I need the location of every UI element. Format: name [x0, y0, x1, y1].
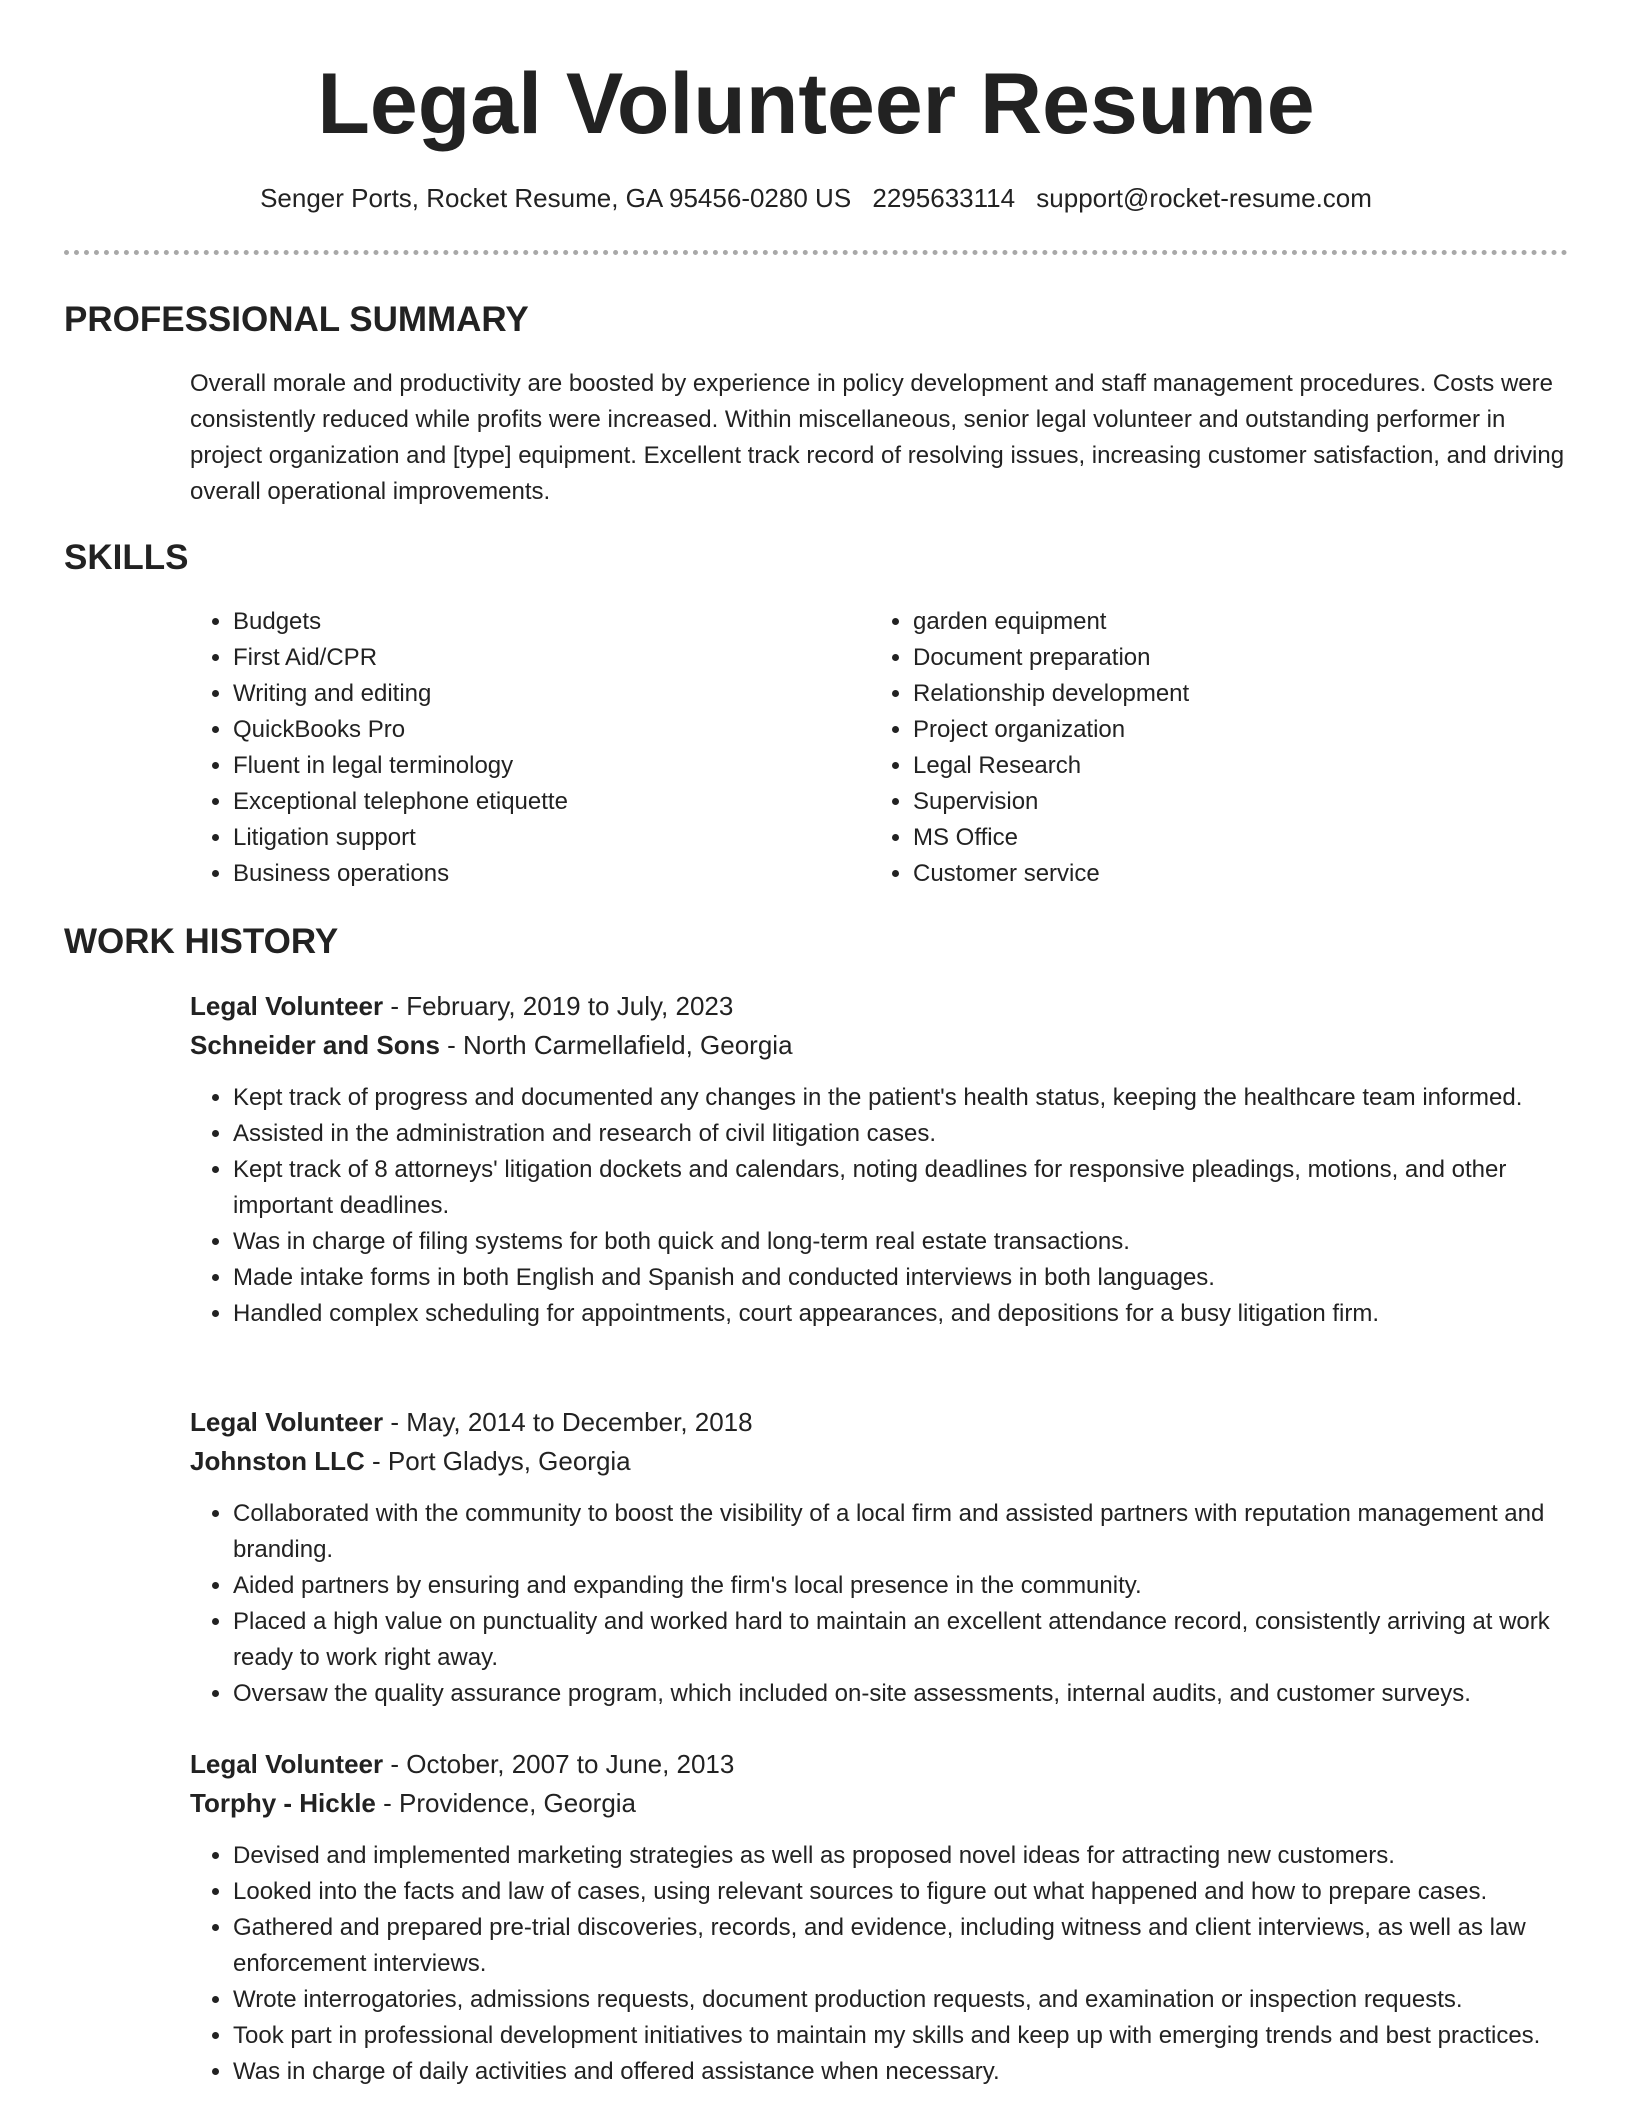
job-role: Legal Volunteer — [190, 1407, 384, 1437]
section-title-skills: SKILLS — [64, 538, 189, 577]
job-bullet: • Took part in professional development initiatives to maintain my skills and keep up with emerging trends and best practices. — [233, 2018, 1570, 2054]
job-bullet: • Kept track of 8 attorneys' litigation dockets and calendars, noting deadlines for responsive pleadings, motions, and other important deadlines. — [233, 1152, 1570, 1224]
job-company: Torphy - Hickle — [190, 1788, 376, 1818]
job-role-line — [190, 987, 1570, 1026]
skill-item: • Supervision — [913, 784, 1550, 820]
contact-info — [0, 180, 1632, 216]
job-entry — [190, 1403, 1570, 1712]
job-entry — [190, 1745, 1570, 2090]
skills-column-left — [190, 604, 870, 892]
job-bullet: • Was in charge of filing systems for both quick and long-term real estate transactions. — [233, 1224, 1570, 1260]
job-company-line — [190, 1442, 1570, 1481]
skill-item: • First Aid/CPR — [233, 640, 870, 676]
skill-item: • Fluent in legal terminology — [233, 748, 870, 784]
skill-item: • Project organization — [913, 712, 1550, 748]
contact-email: support@rocket-resume.com — [1036, 183, 1372, 213]
skill-item: • Document preparation — [913, 640, 1550, 676]
skill-item: • Writing and editing — [233, 676, 870, 712]
contact-phone: 2295633114 — [872, 183, 1016, 213]
job-entry — [190, 987, 1570, 1332]
skill-item: • Exceptional telephone etiquette — [233, 784, 870, 820]
job-company: Schneider and Sons — [190, 1030, 440, 1060]
job-bullet: • Oversaw the quality assurance program, which included on-site assessments, internal audits, and customer surveys. — [233, 1676, 1570, 1712]
resume-title: Legal Volunteer Resume — [317, 56, 1315, 152]
job-bullet: • Placed a high value on punctuality and worked hard to maintain an excellent attendance record, consistently arriving at work ready to work right away. — [233, 1604, 1570, 1676]
job-location: - Providence, Georgia — [375, 1788, 637, 1818]
job-dates: - October, 2007 to June, 2013 — [383, 1749, 735, 1779]
job-bullets — [190, 1496, 1570, 1712]
skill-item: • Legal Research — [913, 748, 1550, 784]
skill-item: • Litigation support — [233, 820, 870, 856]
job-company: Johnston LLC — [190, 1446, 365, 1476]
job-company-line — [190, 1784, 1570, 1823]
skills-column-right — [870, 604, 1550, 892]
job-bullet: • Handled complex scheduling for appointments, court appearances, and depositions for a busy litigation firm. — [233, 1296, 1570, 1332]
section-title-summary: PROFESSIONAL SUMMARY — [64, 300, 529, 339]
skills-list — [190, 604, 1570, 892]
skill-item: • Budgets — [233, 604, 870, 640]
job-dates: - May, 2014 to December, 2018 — [383, 1407, 753, 1437]
job-bullets — [190, 1080, 1570, 1332]
job-bullets — [190, 1838, 1570, 2090]
job-company-line — [190, 1026, 1570, 1065]
job-bullet: • Assisted in the administration and research of civil litigation cases. — [233, 1116, 1570, 1152]
job-location: - Port Gladys, Georgia — [364, 1446, 631, 1476]
skill-item: • garden equipment — [913, 604, 1550, 640]
job-role-line — [190, 1403, 1570, 1442]
job-bullet: • Was in charge of daily activities and offered assistance when necessary. — [233, 2054, 1570, 2090]
section-title-work-history: WORK HISTORY — [64, 922, 339, 961]
job-role-line — [190, 1745, 1570, 1784]
job-bullet: • Collaborated with the community to boost the visibility of a local firm and assisted partners with reputation management and branding. — [233, 1496, 1570, 1568]
job-bullet: • Looked into the facts and law of cases, using relevant sources to figure out what happened and how to prepare cases. — [233, 1874, 1570, 1910]
skill-item: • Relationship development — [913, 676, 1550, 712]
job-bullet: • Wrote interrogatories, admissions requests, document production requests, and examination or inspection requests. — [233, 1982, 1570, 2018]
job-bullet: • Gathered and prepared pre-trial discoveries, records, and evidence, including witness and client interviews, as well as law enforcement interviews. — [233, 1910, 1570, 1982]
contact-address: Senger Ports, Rocket Resume, GA 95456-0280 US — [260, 183, 852, 213]
job-bullet: • Aided partners by ensuring and expanding the firm's local presence in the community. — [233, 1568, 1570, 1604]
job-location: - North Carmellafield, Georgia — [439, 1030, 793, 1060]
skill-item: • QuickBooks Pro — [233, 712, 870, 748]
job-role: Legal Volunteer — [190, 1749, 384, 1779]
job-bullet: • Made intake forms in both English and Spanish and conducted interviews in both languages. — [233, 1260, 1570, 1296]
skill-item: • MS Office — [913, 820, 1550, 856]
summary-text: Overall morale and productivity are boosted by experience in policy development and staff management procedures. Costs were consistently reduced while profits were increased. Within miscellaneous, senior legal volunteer and outstanding performer in project organization and [type] equipment. Excellent track record of resolving issues, increasing customer satisfaction, and driving overall operational improvements. — [190, 370, 1565, 505]
job-bullet: • Kept track of progress and documented any changes in the patient's health status, keeping the healthcare team informed. — [233, 1080, 1570, 1116]
header-divider — [64, 250, 1568, 255]
skill-item: • Customer service — [913, 856, 1550, 892]
job-dates: - February, 2019 to July, 2023 — [383, 991, 734, 1021]
job-role: Legal Volunteer — [190, 991, 384, 1021]
skill-item: • Business operations — [233, 856, 870, 892]
job-bullet: • Devised and implemented marketing strategies as well as proposed novel ideas for attracting new customers. — [233, 1838, 1570, 1874]
